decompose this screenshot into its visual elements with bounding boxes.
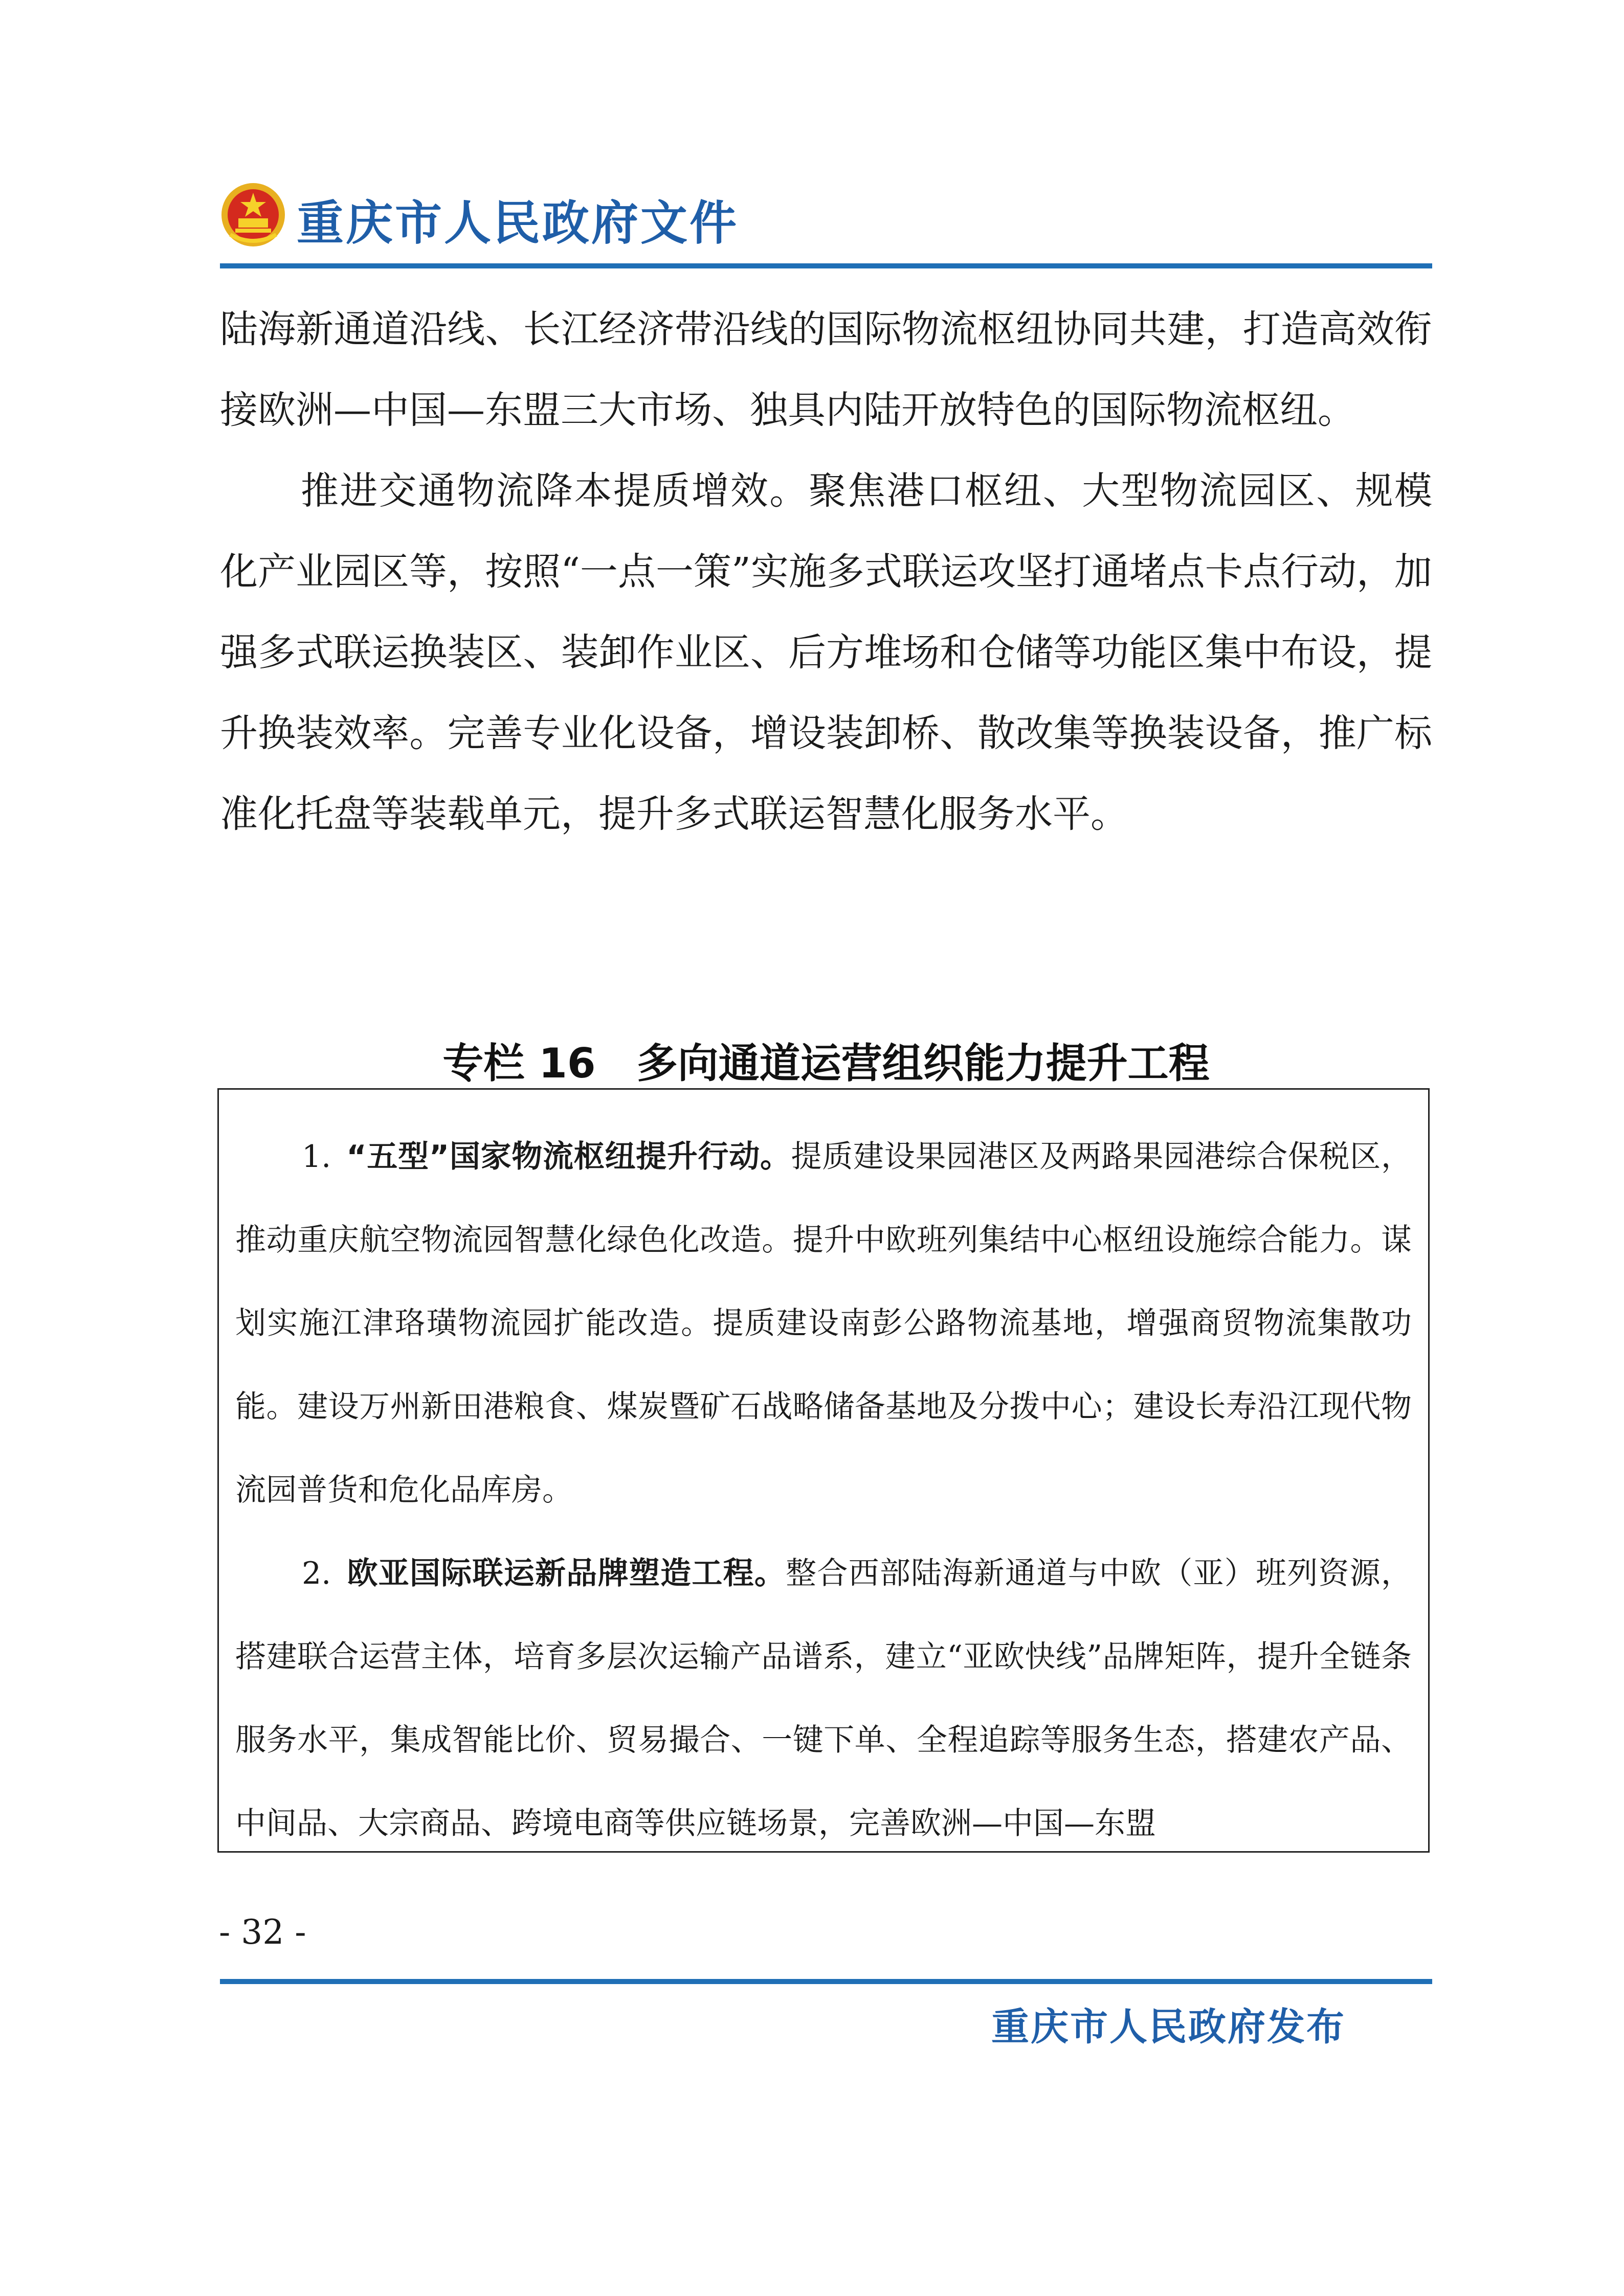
box-title: 专栏 16 多向通道运营组织能力提升工程: [442, 1040, 1210, 1087]
footer-publisher: 重庆市人民政府发布: [991, 2005, 1346, 2049]
box-item-number: 1.: [302, 1139, 347, 1175]
header-title: 重庆市人民政府文件: [297, 196, 739, 251]
box-item: [235, 1115, 1412, 1532]
footer-divider: [220, 1979, 1432, 1984]
box-item-heading: 欧亚国际联运新品牌塑造工程。: [346, 1556, 786, 1591]
column-box: [217, 1088, 1430, 1853]
document-header: [220, 182, 1432, 274]
box-item-text: 提质建设果园港区及两路果园港综合保税区，推动重庆航空物流园智慧化绿色化改造。提升中欧班列集结中心枢纽设施综合能力。谋划实施江津珞璜物流园扩能改造。提质建设南彭公路物流基地，增强商贸物流集散功能。建设万州新田港粮食、煤炭暨矿石战略储备基地及分拨中心；建设长寿沿江现代物流园普货和危化品库房。: [235, 1139, 1412, 1508]
box-item-heading: “五型”国家物流枢纽提升行动。: [346, 1139, 791, 1175]
body-paragraph: 推进交通物流降本提质增效。聚焦港口枢纽、大型物流园区、规模化产业园区等，按照“一点一策”实施多式联运攻坚打通堵点卡点行动，加强多式联运换装区、装卸作业区、后方堆场和仓储等功能区集中布设，提升换装效率。完善专业化设备，增设装卸桥、散改集等换装设备，推广标准化托盘等装载单元，提升多式联运智慧化服务水平。: [220, 469, 1432, 836]
box-item-number: 2.: [302, 1556, 347, 1591]
body-paragraph: 陆海新通道沿线、长江经济带沿线的国际物流枢纽协同共建，打造高效衔接欧洲—中国—东盟三大市场、独具内陆开放特色的国际物流枢纽。: [220, 307, 1432, 432]
box-item: [235, 1532, 1412, 1853]
body-text: [220, 289, 1432, 854]
box-item-text: 整合西部陆海新通道与中欧（亚）班列资源，搭建联合运营主体，培育多层次运输产品谱系，建立“亚欧快线”品牌矩阵，提升全链条服务水平，集成智能比价、贸易撮合、一键下单、全程追踪等服务生态，搭建农产品、中间品、大宗商品、跨境电商等供应链场景，完善欧洲—中国—东盟: [235, 1556, 1412, 1841]
header-divider: [220, 263, 1432, 268]
page-number: - 32 -: [219, 1912, 306, 1952]
national-emblem-icon: [220, 182, 286, 248]
column-box-content: [235, 1115, 1412, 1853]
